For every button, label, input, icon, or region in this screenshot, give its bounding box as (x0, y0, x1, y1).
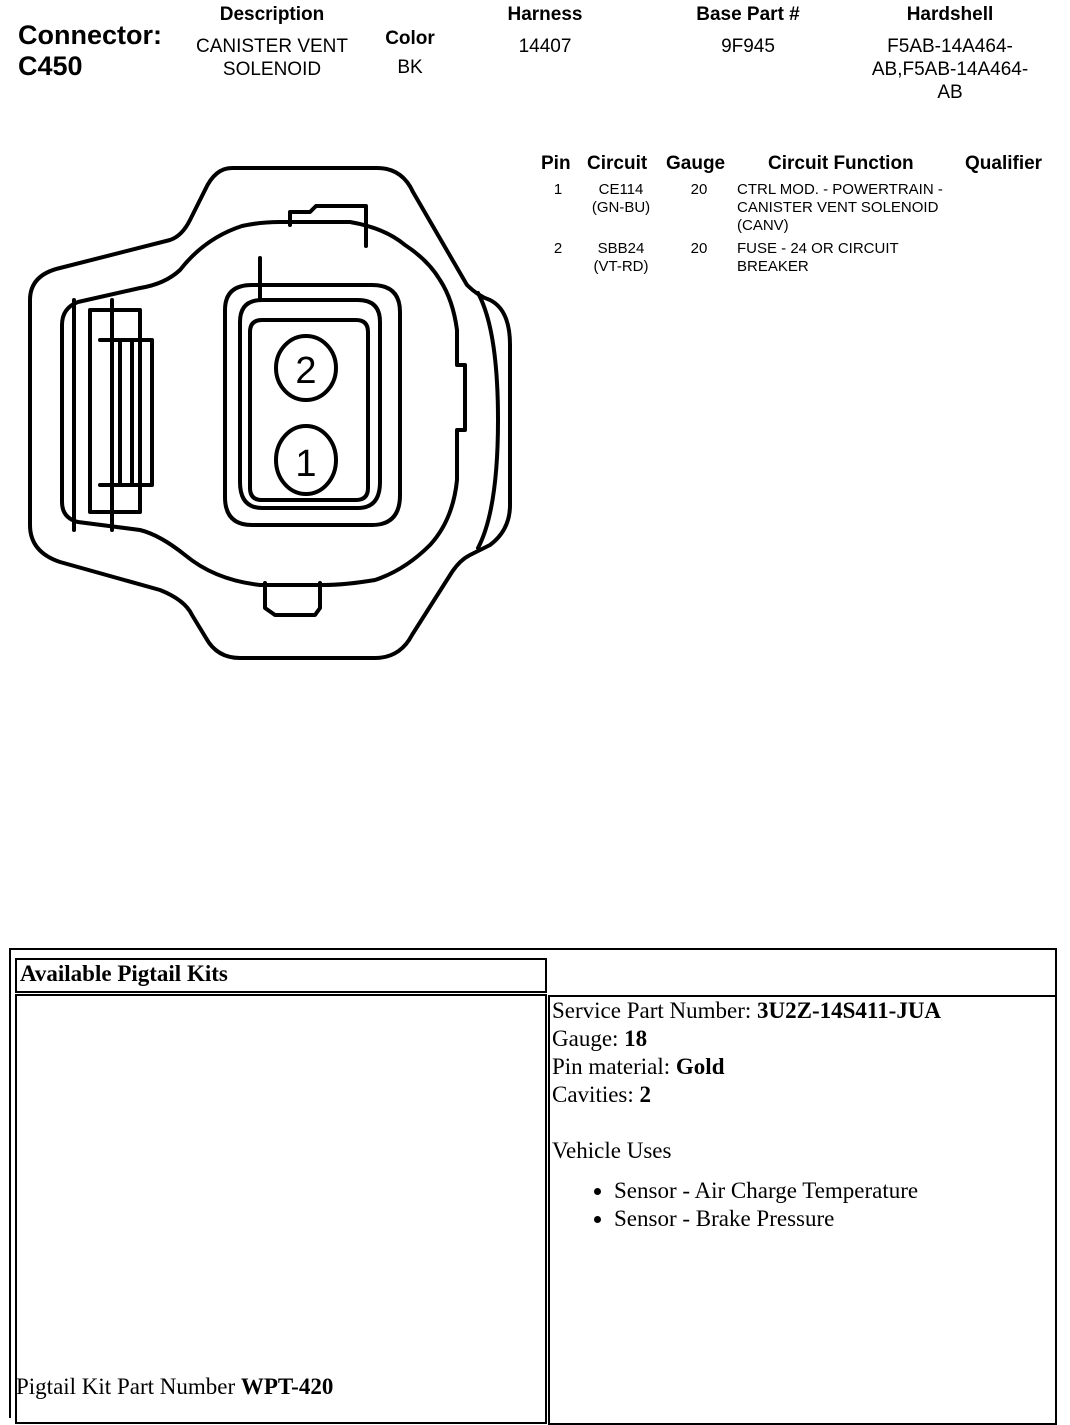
harness-column (490, 4, 600, 58)
bottom-key (265, 583, 320, 615)
circuit-header: Circuit (587, 153, 648, 174)
cavity-1-label: 1 (295, 443, 317, 485)
spec-pin-material (552, 1053, 941, 1081)
pin-number: 1 (553, 181, 563, 198)
gauge-cell: 20 (690, 181, 708, 198)
cavities-label: Cavities: (552, 1082, 640, 1107)
gauge-header: Gauge (666, 153, 726, 174)
base-part-column (678, 4, 818, 58)
cavities-value: 2 (639, 1082, 652, 1107)
function-cell: FUSE - 24 OR CIRCUIT BREAKER (737, 240, 899, 275)
base-part-value: 9F945 (721, 36, 775, 57)
spec-gauge-label: Gauge: (552, 1026, 625, 1051)
function-header: Circuit Function (768, 153, 914, 174)
function-cell: CTRL MOD. - POWERTRAIN - CANISTER VENT SOLENOID (CANV) (737, 181, 943, 234)
connector-label: Connector: (18, 20, 162, 50)
pin-header: Pin (541, 153, 571, 174)
base-part-header: Base Part # (696, 4, 800, 25)
top-key (290, 206, 366, 246)
service-part-value: 3U2Z-14S411-JUA (757, 998, 942, 1023)
description-value: CANISTER VENT SOLENOID (195, 36, 349, 80)
pin-material-value: Gold (675, 1054, 725, 1079)
pin-number: 2 (553, 240, 563, 257)
kit-number-value: WPT-420 (240, 1374, 334, 1399)
description-column (186, 4, 358, 81)
connector-id: C450 (18, 51, 83, 81)
kit-number-label: Pigtail Kit Part Number (16, 1374, 241, 1399)
hardshell-header: Hardshell (906, 4, 994, 25)
hardshell-column (860, 4, 1040, 104)
vehicle-uses-list (590, 1177, 941, 1233)
gauge-cell: 20 (690, 240, 708, 257)
service-part-number (552, 997, 941, 1025)
pin-material-label: Pin material: (552, 1054, 676, 1079)
connector-inner-shell (62, 222, 465, 585)
hardshell-value: F5AB-14A464- AB,F5AB-14A464- AB (871, 36, 1029, 103)
qualifier-header: Qualifier (965, 153, 1043, 174)
cavity-2-label: 2 (295, 350, 317, 392)
pigtail-spec (552, 997, 941, 1233)
pigtail-image-cell (15, 994, 547, 1424)
circuit-cell: SBB24 (VT-RD) (593, 240, 649, 275)
pigtail-title-cell (15, 958, 547, 993)
circuit-cell: CE114 (GN-BU) (591, 181, 651, 216)
harness-value: 14407 (518, 36, 572, 57)
spec-cavities (552, 1081, 941, 1109)
description-header: Description (219, 4, 325, 25)
pigtail-title: Available Pigtail Kits (20, 961, 228, 986)
pigtail-kit-part-number (16, 1374, 333, 1400)
color-header: Color (385, 28, 435, 49)
color-column (372, 28, 448, 79)
harness-header: Harness (507, 4, 583, 25)
connector-face-diagram (20, 160, 520, 670)
right-ear-detail (478, 293, 498, 548)
service-part-label: Service Part Number: (552, 998, 758, 1023)
spec-gauge-value: 18 (624, 1026, 648, 1051)
color-value: BK (397, 57, 423, 78)
vehicle-uses-heading: Vehicle Uses (552, 1138, 672, 1163)
list-item: • Sensor - Brake Pressure (614, 1205, 941, 1233)
list-item: • Sensor - Air Charge Temperature (614, 1177, 941, 1205)
spec-gauge (552, 1025, 941, 1053)
connector-title (18, 20, 162, 82)
